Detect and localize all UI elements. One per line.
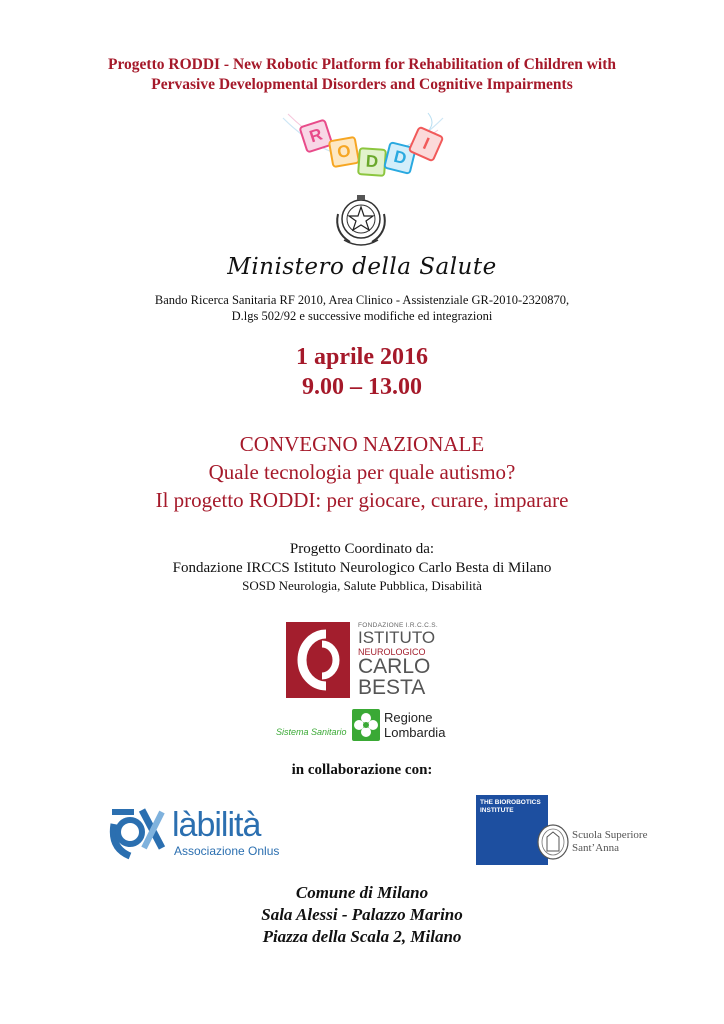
regione-cross-icon — [352, 709, 380, 741]
event-type: CONVEGNO NAZIONALE — [239, 432, 485, 456]
santanna-line-1: Scuola Superiore — [572, 829, 648, 841]
santanna-line-2: Sant’Anna — [572, 842, 620, 854]
biorobotics-box-line-2: INSTITUTE — [480, 807, 514, 814]
besta-foundation-text: FONDAZIONE I.R.C.C.S. — [358, 622, 438, 629]
roddi-block-4: D — [383, 141, 417, 175]
header-line-1: Progetto RODDI - New Robotic Platform for Rehabilitation of Children with — [107, 56, 616, 73]
roddi-block-5: I — [408, 126, 445, 163]
coordinator-label: Progetto Coordinato da: — [289, 541, 435, 557]
collaboration-label: in collaborazione con: — [291, 762, 433, 778]
besta-besta-text: BESTA — [358, 676, 426, 699]
venue-line-3: Piazza della Scala 2, Milano — [262, 927, 462, 946]
labilita-logo — [108, 802, 288, 862]
roddi-block-1: R — [298, 118, 333, 153]
grant-line-1: Bando Ricerca Sanitaria RF 2010, Area Clinico - Assistenziale GR-2010-2320870, — [154, 293, 570, 307]
santanna-seal-icon — [536, 823, 570, 861]
regione-text: Regione — [384, 710, 433, 725]
italian-emblem-icon — [330, 192, 392, 250]
event-date: 1 aprile 2016 — [296, 344, 428, 370]
roddi-logo — [278, 108, 448, 188]
besta-mark-icon — [286, 622, 350, 698]
grant-line-2: D.lgs 502/92 e successive modifiche ed integrazioni — [231, 309, 493, 323]
event-title-2: Il progetto RODDI: per giocare, curare, imparare — [155, 488, 569, 512]
besta-neurologico-text: NEUROLOGICO — [358, 647, 426, 657]
coordinator-unit: SOSD Neurologia, Salute Pubblica, Disabilità — [242, 578, 482, 593]
labilita-name: làbilità — [172, 806, 261, 844]
besta-carlo-text: CARLO — [358, 655, 431, 678]
venue-line-1: Comune di Milano — [295, 883, 429, 902]
event-time: 9.00 – 13.00 — [302, 374, 422, 400]
event-titles — [0, 430, 724, 514]
grant-info — [0, 292, 724, 324]
header-line-2: Pervasive Developmental Disorders and Cognitive Impairments — [151, 76, 573, 93]
besta-logo — [286, 622, 446, 700]
coordinator-org: Fondazione IRCCS Istituto Neurologico Carlo Besta di Milano — [172, 560, 552, 576]
labilita-sub: Associazione Onlus — [174, 844, 280, 858]
besta-istituto-text: ISTITUTO — [358, 628, 436, 647]
biorobotics-logo — [476, 795, 648, 865]
santanna-text — [572, 829, 647, 855]
regione-lombardia-logo — [276, 707, 446, 745]
lombardia-text: Lombardia — [384, 725, 446, 740]
labilita-mark-icon — [108, 804, 166, 860]
venue-line-2: Sala Alessi - Palazzo Marino — [261, 905, 463, 924]
sistema-sanitario-text: Sistema Sanitario — [276, 727, 347, 737]
coordinator-block — [0, 540, 724, 594]
event-datetime — [0, 342, 724, 402]
roddi-block-3: D — [357, 147, 387, 177]
ministry-name: Ministero della Salute — [227, 254, 497, 280]
event-title-1: Quale tecnologia per quale autismo? — [208, 460, 516, 484]
project-header — [0, 55, 724, 95]
biorobotics-box-line-1: THE BIOROBOTICS — [480, 799, 541, 806]
venue-block — [0, 882, 724, 948]
roddi-block-2: O — [328, 136, 360, 168]
